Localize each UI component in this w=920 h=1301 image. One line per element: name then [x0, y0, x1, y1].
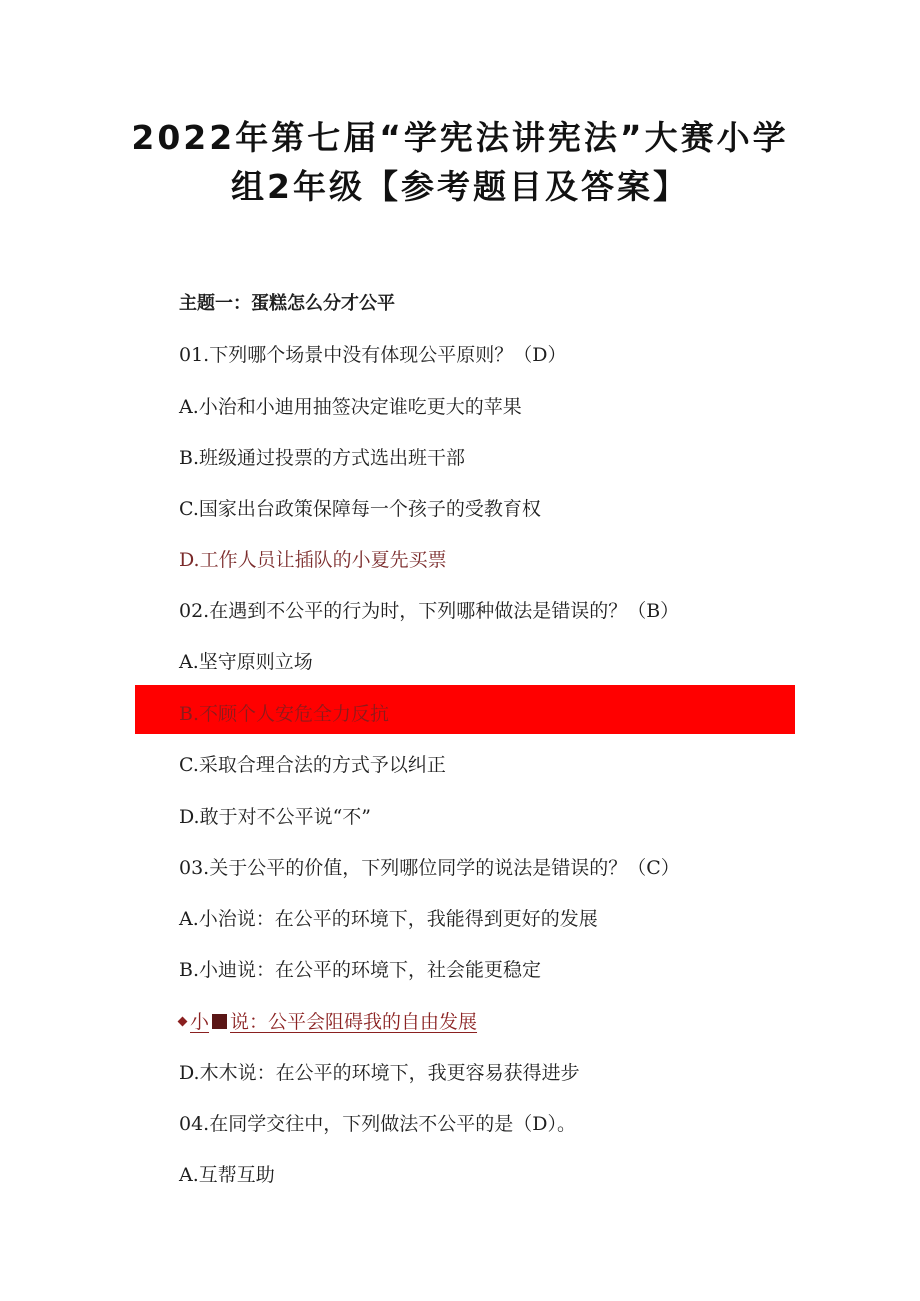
theme-heading: 主题一：蛋糕怎么分才公平	[179, 293, 395, 314]
question-1-option-a: A.小治和小迪用抽签决定谁吃更大的苹果	[179, 396, 522, 418]
question-2-option-b-answer: B.不顾个人安危全力反抗	[179, 703, 390, 725]
question-2-stem: 02.在遇到不公平的行为时，下列哪种做法是错误的？（B）	[179, 600, 680, 622]
question-1-stem: 01.下列哪个场景中没有体现公平原则？（D）	[179, 344, 567, 366]
option-c-prefix: 小	[190, 1011, 210, 1033]
question-1-option-c: C.国家出台政策保障每一个孩子的受教育权	[179, 498, 541, 520]
question-2-option-d: D.敢于对不公平说“不”	[179, 806, 372, 828]
question-4-stem: 04.在同学交往中，下列做法不公平的是（D）。	[179, 1113, 576, 1135]
question-1-option-d-answer: D.工作人员让插队的小夏先买票	[179, 549, 447, 571]
question-2-option-a: A.坚守原则立场	[179, 651, 313, 673]
question-3-option-c-answer	[179, 1009, 477, 1035]
question-3-stem: 03.关于公平的价值，下列哪位同学的说法是错误的？（C）	[179, 857, 680, 879]
question-2-option-c: C.采取合理合法的方式予以纠正	[179, 754, 446, 776]
document-title-line-2: 组2年级【参考题目及答案】	[231, 167, 689, 206]
question-3-option-a: A.小治说：在公平的环境下，我能得到更好的发展	[179, 908, 598, 930]
question-3-option-b: B.小迪说：在公平的环境下，社会能更稳定	[179, 959, 542, 981]
question-1-option-b: B.班级通过投票的方式选出班干部	[179, 447, 466, 469]
redaction-square-icon	[212, 1014, 227, 1029]
question-4-option-a: A.互帮互助	[179, 1164, 275, 1186]
option-c-text: 说：公平会阻碍我的自由发展	[230, 1011, 478, 1033]
question-3-option-d: D.木木说：在公平的环境下，我更容易获得进步	[179, 1062, 580, 1084]
document-title-line-1: 2022年第七届“学宪法讲宪法”大赛小学	[131, 118, 789, 157]
bullet-diamond-icon	[178, 1017, 188, 1027]
